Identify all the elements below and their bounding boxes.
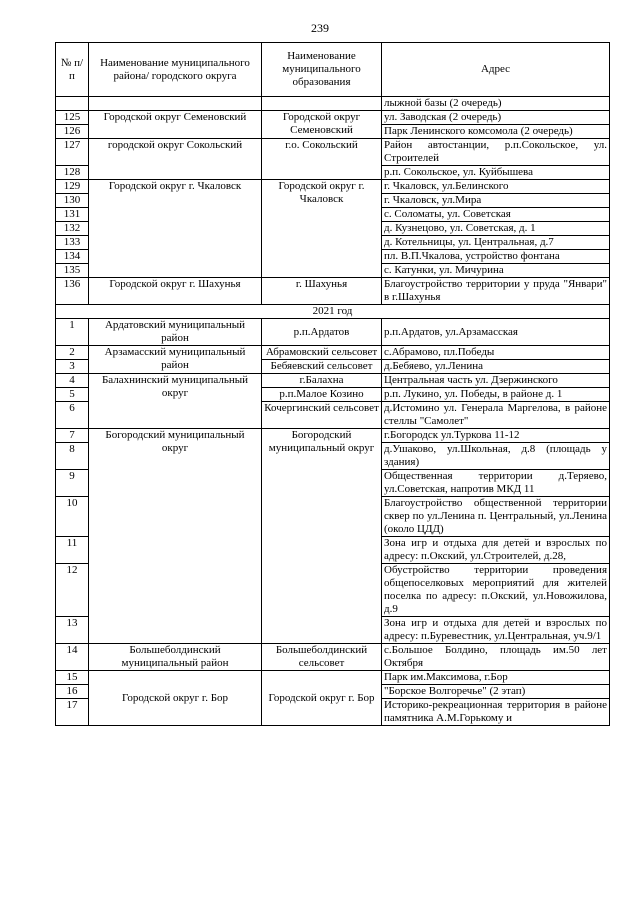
district-cell: Большеболдинский муниципальный район [89, 644, 262, 671]
address-cell: Общественная территории д.Теряево, ул.Советская, напротив МКД 11 [382, 470, 610, 497]
table-row [56, 429, 610, 443]
row-number: 133 [56, 236, 89, 250]
row-number: 135 [56, 264, 89, 278]
district-cell [89, 97, 262, 111]
municipality-cell: Большеболдинский сельсовет [262, 644, 382, 671]
table-row [56, 180, 610, 194]
address-cell: д.Бебяево, ул.Ленина [382, 360, 610, 374]
row-number: 11 [56, 537, 89, 564]
municipality-cell [262, 97, 382, 111]
row-number: 126 [56, 125, 89, 139]
header-municipality: Наименование муниципального образования [262, 43, 382, 97]
row-number: 128 [56, 166, 89, 180]
header-address: Адрес [382, 43, 610, 97]
district-cell: Городской округ Семеновский [89, 111, 262, 139]
district-cell: Арзамасский муниципальный район [89, 346, 262, 374]
address-cell: р.п. Сокольское, ул. Куйбышева [382, 166, 610, 180]
address-cell: лыжной базы (2 очередь) [382, 97, 610, 111]
municipality-cell: Богородский муниципальный округ [262, 429, 382, 644]
year-heading: 2021 год [56, 305, 610, 319]
municipality-cell: Городской округ г. Чкаловск [262, 180, 382, 278]
district-cell: Городской округ г. Чкаловск [89, 180, 262, 278]
address-cell: Обустройство территории проведения общепоселковых мероприятий для жителей поселка по адресу: п.Окский, ул.Новожилова, д.9 [382, 564, 610, 617]
row-number: 8 [56, 443, 89, 470]
address-cell: Зона игр и отдыха для детей и взрослых по адресу: п.Буревестник, ул.Центральная, уч.9/1 [382, 617, 610, 644]
address-cell: д.Истомино ул. Генерала Маргелова, в районе стеллы "Самолет" [382, 402, 610, 429]
municipality-cell: г.Балахна [262, 374, 382, 388]
row-number: 9 [56, 470, 89, 497]
address-cell: Зона игр и отдыха для детей и взрослых по адресу: п.Окский, ул.Строителей, д.28, [382, 537, 610, 564]
table-row [56, 319, 610, 346]
address-cell: с. Соломаты, ул. Советская [382, 208, 610, 222]
table-row [56, 374, 610, 388]
row-number: 1 [56, 319, 89, 346]
table-row [56, 139, 610, 166]
address-cell: с. Катунки, ул. Мичурина [382, 264, 610, 278]
address-cell: Парк Ленинского комсомола (2 очередь) [382, 125, 610, 139]
address-cell: г. Чкаловск, ул.Мира [382, 194, 610, 208]
table-row [56, 346, 610, 360]
municipality-cell: г.о. Сокольский [262, 139, 382, 180]
address-cell: д.Ушаково, ул.Школьная, д.8 (площадь у здания) [382, 443, 610, 470]
municipality-cell: г. Шахунья [262, 278, 382, 305]
address-cell: д. Котельницы, ул. Центральная, д.7 [382, 236, 610, 250]
district-cell: Балахнинский муниципальный округ [89, 374, 262, 429]
row-number: 2 [56, 346, 89, 360]
address-cell: р.п.Ардатов, ул.Арзамасская [382, 319, 610, 346]
address-cell: Историко-рекреационная территория в районе памятника А.М.Горькому и [382, 699, 610, 726]
row-number: 127 [56, 139, 89, 166]
address-cell: Благоустройство общественной территории сквер по ул.Ленина п. Центральный, ул.Ленина (около ЦДД) [382, 497, 610, 537]
address-cell: с.Абрамово, пл.Победы [382, 346, 610, 360]
row-number: 10 [56, 497, 89, 537]
row-number: 16 [56, 685, 89, 699]
row-number: 134 [56, 250, 89, 264]
page-number: 239 [311, 21, 329, 35]
row-number: 3 [56, 360, 89, 374]
row-number: 125 [56, 111, 89, 125]
address-cell: Центральная часть ул. Дзержинского [382, 374, 610, 388]
row-number: 7 [56, 429, 89, 443]
address-cell: ул. Заводская (2 очередь) [382, 111, 610, 125]
municipality-cell: р.п.Ардатов [262, 319, 382, 346]
row-number: 13 [56, 617, 89, 644]
address-cell: "Борское Волгоречье" (2 этап) [382, 685, 610, 699]
district-cell: городской округ Сокольский [89, 139, 262, 180]
district-cell: Городской округ г. Шахунья [89, 278, 262, 305]
row-number: 4 [56, 374, 89, 388]
municipality-cell: Городской округ г. Бор [262, 671, 382, 726]
address-cell: с.Большое Болдино, площадь им.50 лет Октября [382, 644, 610, 671]
municipality-cell: р.п.Малое Козино [262, 388, 382, 402]
row-number: 136 [56, 278, 89, 305]
row-number: 15 [56, 671, 89, 685]
address-cell: Парк им.Максимова, г.Бор [382, 671, 610, 685]
row-number: 5 [56, 388, 89, 402]
header-number: № п/п [56, 43, 89, 97]
address-cell: Благоустройство территории у пруда "Январи" в г.Шахунья [382, 278, 610, 305]
table-row [56, 644, 610, 671]
row-number [56, 97, 89, 111]
address-cell: Район автостанции, р.п.Сокольское, ул. Строителей [382, 139, 610, 166]
address-cell: д. Кузнецово, ул. Советская, д. 1 [382, 222, 610, 236]
projects-table [55, 42, 610, 726]
table-row [56, 278, 610, 305]
header-district: Наименование муниципального района/ городского округа [89, 43, 262, 97]
address-cell: пл. В.П.Чкалова, устройство фонтана [382, 250, 610, 264]
row-number: 129 [56, 180, 89, 194]
row-number: 130 [56, 194, 89, 208]
row-number: 14 [56, 644, 89, 671]
row-number: 17 [56, 699, 89, 726]
district-cell: Городской округ г. Бор [89, 671, 262, 726]
table-row [56, 111, 610, 125]
address-cell: г. Чкаловск, ул.Белинского [382, 180, 610, 194]
row-number: 132 [56, 222, 89, 236]
row-number: 6 [56, 402, 89, 429]
row-number: 12 [56, 564, 89, 617]
municipality-cell: Абрамовский сельсовет [262, 346, 382, 360]
address-cell: г.Богородск ул.Туркова 11-12 [382, 429, 610, 443]
district-cell: Богородский муниципальный округ [89, 429, 262, 644]
municipality-cell: Бебяевский сельсовет [262, 360, 382, 374]
district-cell: Ардатовский муниципальный район [89, 319, 262, 346]
table-row [56, 671, 610, 685]
municipality-cell: Кочергинский сельсовет [262, 402, 382, 429]
address-cell: р.п. Лукино, ул. Победы, в районе д. 1 [382, 388, 610, 402]
table-row [56, 97, 610, 111]
year-row [56, 305, 610, 319]
municipality-cell: Городской округ Семеновский [262, 111, 382, 139]
header-row [56, 43, 610, 97]
row-number: 131 [56, 208, 89, 222]
